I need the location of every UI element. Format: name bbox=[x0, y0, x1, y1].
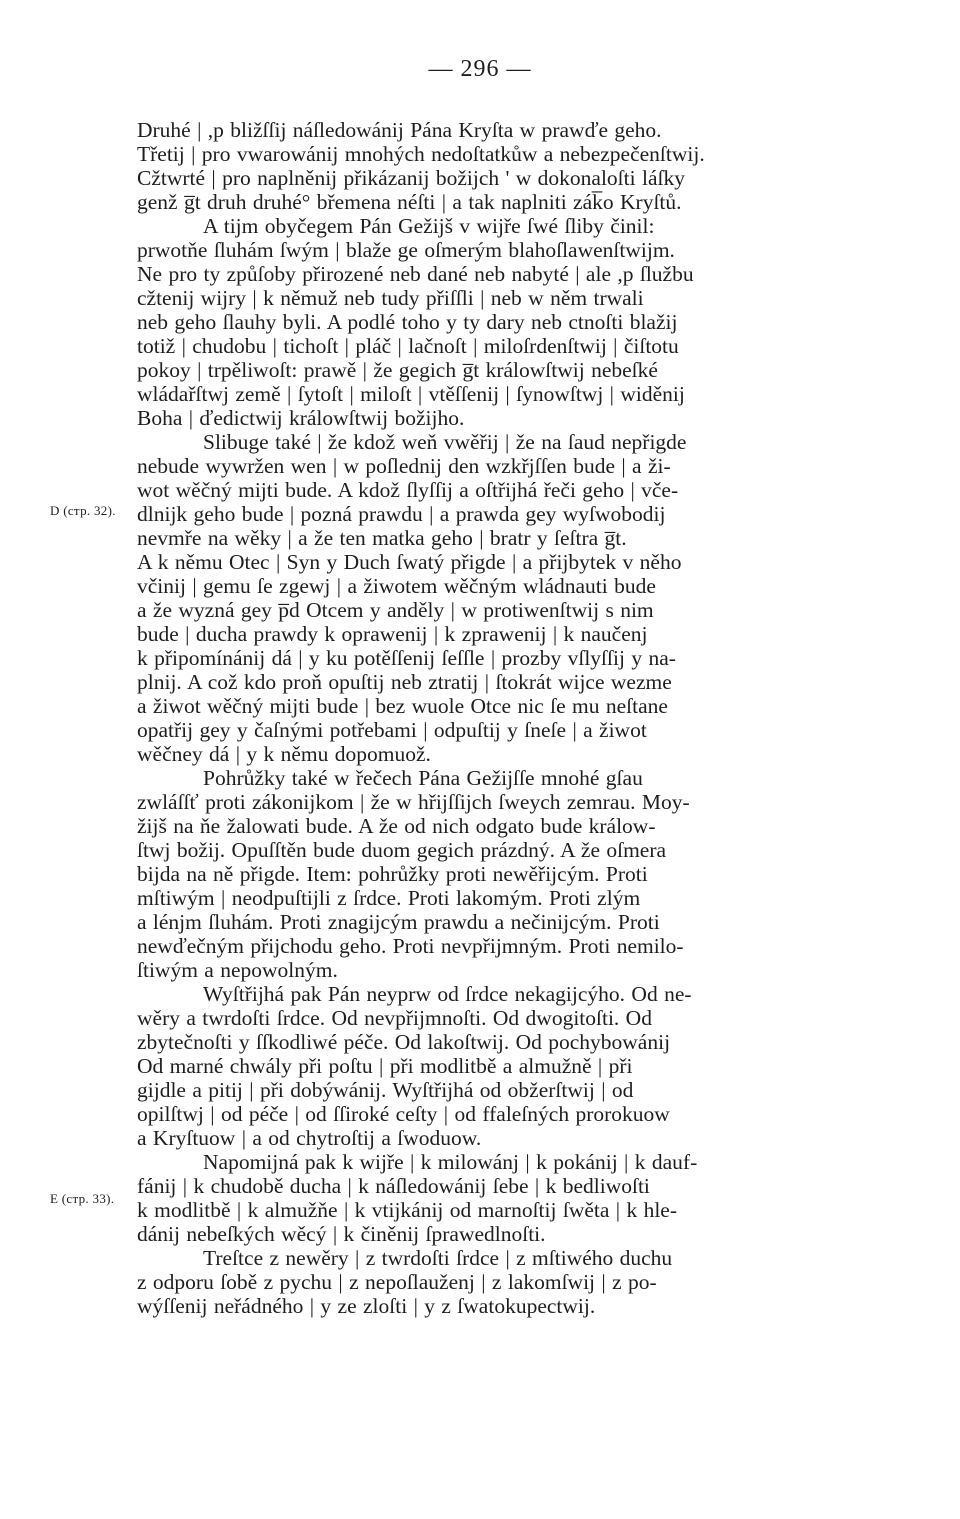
text-line: zwláſſť proti zákonijkom | že w hřijſſijch ſweych zemrau. Moy- bbox=[137, 790, 690, 814]
text-line: prwotňe ſluhám ſwým | blaže ge oſmerým blahoſlawenſtwijm. bbox=[137, 238, 675, 262]
text-line: nebude wywržen wen | w poſlednij den wzkřjſſen bude | a ži- bbox=[137, 454, 671, 478]
text-line: neb geho ſlauhy byli. A podlé toho y ty dary neb ctnoſti blažij bbox=[137, 310, 678, 334]
text-line: k připomínánij dá | y ku potěſſenij ſeſſle | prozby vſlyſſij y na- bbox=[137, 646, 676, 670]
text-line: Wyſtřijhá pak Pán neyprw od ſrdce nekagijcýho. Od ne- bbox=[203, 982, 692, 1006]
text-line: wěčney dá | y k němu dopomuož. bbox=[137, 742, 431, 766]
text-line: Třetij | pro vwarowánij mnohých nedoſtatkůw a nebezpečenſtwij. bbox=[137, 142, 705, 166]
text-line: a lénjm ſluhám. Proti znagijcým prawdu a nečinijcým. Proti bbox=[137, 910, 660, 934]
body-text bbox=[137, 118, 824, 1318]
text-line: A k němu Otec | Syn y Duch ſwatý přigde | a přijbytek v něho bbox=[137, 550, 682, 574]
text-line: bijda na ně přigde. Item: pohrůžky proti newěřijcým. Proti bbox=[137, 862, 648, 886]
text-line: zbytečnoſti y ſſkodliwé péče. Od lakoſtwij. Od pochybowánij bbox=[137, 1030, 671, 1054]
text-line: Treſtce z newěry | z twrdoſti ſrdce | z mſtiwého duchu bbox=[203, 1246, 673, 1270]
text-line: fánij | k chudobě ducha | k náſledowánij ſebe | k bedliwoſti bbox=[137, 1174, 650, 1198]
text-line: nevmře na wěky | a že ten matka geho | bratr y ſeſtra g̅t. bbox=[137, 526, 627, 550]
text-line: mſtiwým | neodpuſtijli z ſrdce. Proti lakomým. Proti zlým bbox=[137, 886, 641, 910]
text-line: z odporu ſobě z pychu | z nepoſlauženj | z lakomſwij | z po- bbox=[137, 1270, 657, 1294]
text-line: wot wěčný mijti bude. A kdož ſlyſſij a oſtřijhá řeči geho | vče- bbox=[137, 478, 679, 502]
text-line: včinij | gemu ſe zgewj | a žiwotem wěčným wládnauti bude bbox=[137, 574, 656, 598]
text-line: k modlitbě | k almužňe | k vtijkánij od marnoſtij ſwěta | k hle- bbox=[137, 1198, 678, 1222]
text-line: newďečným přijchodu geho. Proti nevpřijmným. Proti nemilo- bbox=[137, 934, 684, 958]
text-line: a Kryſtuow | a od chytroſtij a ſwoduow. bbox=[137, 1126, 482, 1150]
text-line: totiž | chudobu | tichoſt | pláč | lačnoſt | miloſrdenſtwij | čiſtotu bbox=[137, 334, 679, 358]
text-line: cžtenij wijry | k němuž neb tudy přiſſli | neb w něm trwali bbox=[137, 286, 644, 310]
margin-note-d: D (стр. 32). bbox=[50, 503, 116, 518]
text-line: Od marné chwály při poſtu | při modlitbě a almužně | při bbox=[137, 1054, 633, 1078]
text-line: genž g̅t druh druhé° břemena néſti | a tak naplniti zák̅o Kryſtů. bbox=[137, 190, 682, 214]
text-line: a žiwot wěčný mijti bude | bez wuole Otce nic ſe mu neſtane bbox=[137, 694, 668, 718]
text-line: Slibuge také | že kdož weň vwěřij | že na ſaud nepřigde bbox=[203, 430, 687, 454]
text-line: gijdle a pitij | při dobýwánij. Wyſtřijhá od obžerſtwij | od bbox=[137, 1078, 634, 1102]
text-line: Pohrůžky také w řečech Pána Gežijſſe mnohé gſau bbox=[203, 766, 643, 790]
text-line: dánij nebeſkých wěcý | k činěnij ſprawedlnoſti. bbox=[137, 1222, 546, 1246]
text-line: wěry a twrdoſti ſrdce. Od nevpřijmnoſti. Od dwogitoſti. Od bbox=[137, 1006, 652, 1030]
text-line: bude | ducha prawdy k oprawenij | k zprawenij | k naučenj bbox=[137, 622, 648, 646]
text-line: Boha | ďedictwij králowſtwij božijho. bbox=[137, 406, 465, 430]
text-line: Druhé | ,p bližſſij náſledowánij Pána Kryſta w prawďe geho. bbox=[137, 118, 662, 142]
text-line: ſtiwým a nepowolným. bbox=[137, 958, 338, 982]
margin-note-e: E (стр. 33). bbox=[50, 1191, 115, 1206]
text-line: Ne pro ty způſoby přirozené neb dané neb nabyté | ale ,p ſlužbu bbox=[137, 262, 694, 286]
text-line: žijš na ňe žalowati bude. A že od nich odgato bude králow- bbox=[137, 814, 656, 838]
text-line: ſtwj božij. Opuſſtěn bude duom gegich prázdný. A že oſmera bbox=[137, 838, 667, 862]
text-line: Napomijná pak k wijře | k milowánj | k pokánij | k dauf- bbox=[203, 1150, 698, 1174]
text-line: opilſtwj | od péče | od ſſiroké ceſty | od ffaleſných prorokuow bbox=[137, 1102, 670, 1126]
text-line: wýſſenij neřádného | y ze zloſti | y z ſwatokupectwij. bbox=[137, 1294, 596, 1318]
text-line: Cžtwrté | pro naplněnij přikázanij božijch ' w dokonaloſti láſky bbox=[137, 166, 685, 190]
text-line: wládařſtwj země | ſytoſt | miloſt | vtěſſenij | ſynowſtwj | widěnij bbox=[137, 382, 685, 406]
text-line: plnij. A což kdo proň opuſtij neb ztratij | ſtokrát wijce wezme bbox=[137, 670, 672, 694]
text-line: pokoy | trpěliwoſt: prawě | že gegich g̅t králowſtwij nebeſké bbox=[137, 358, 658, 382]
page-number: — 296 — bbox=[428, 56, 532, 82]
text-line: dlnijk geho bude | pozná prawdu | a prawda gey wyſwobodij bbox=[137, 502, 666, 526]
text-line: A tijm obyčegem Pán Gežijš v wijře ſwé ſliby činil: bbox=[203, 214, 655, 238]
text-line: opatřij gey y čaſnými potřebami | odpuſtij y ſneſe | a žiwot bbox=[137, 718, 647, 742]
text-line: a že wyzná gey p̅d Otcem y anděly | w protiwenſtwij s nim bbox=[137, 598, 654, 622]
